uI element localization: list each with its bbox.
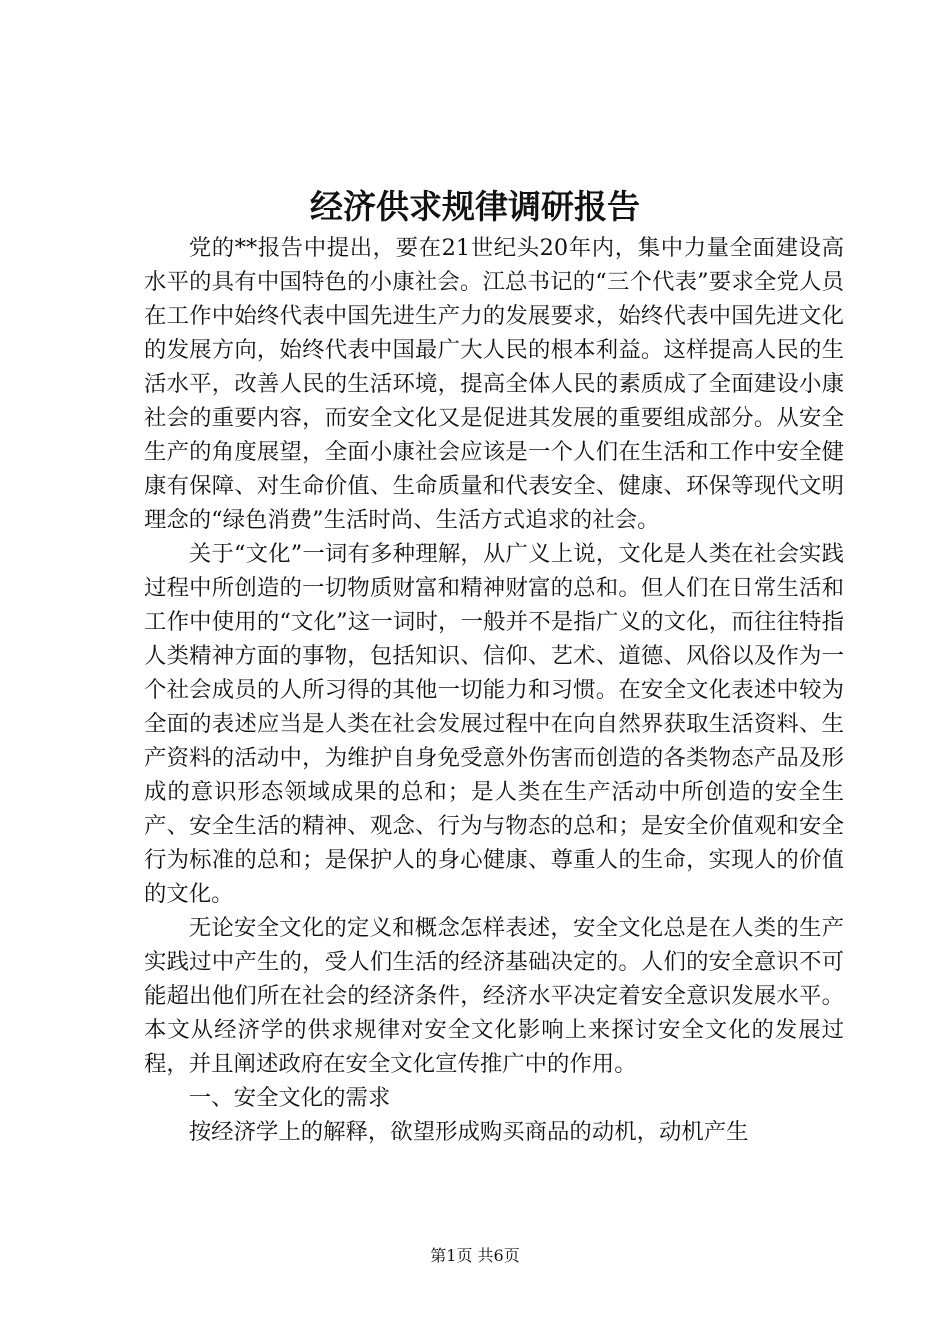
document-title: 经济供求规律调研报告 — [310, 187, 640, 226]
paragraph-economic-basis: 无论安全文化的定义和概念怎样表述，安全文化总是在人类的生产实践过中产生的，受人们生活的经济基础决定的。人们的安全意识不可能超出他们所在社会的经济条件，经济水平决定着安全意识发展水平。本文从经济学的供求规律对安全文化影响上来探讨安全文化的发展过程，并且阐述政府在安全文化宣传推广中的作用。 — [144, 915, 844, 1077]
paragraph-culture-definition: 关于“文化”一词有多种理解，从广义上说，文化是人类在社会实践过程中所创造的一切物质财富和精神财富的总和。但人们在日常生活和工作中使用的“文化”这一词时，一般并不是指广义的文化，而往往特指人类精神方面的事物，包括知识、信仰、艺术、道德、风俗以及作为一个社会成员的人所习得的其他一切能力和习惯。在安全文化表述中较为全面的表述应当是人类在社会发展过程中在向自然界获取生活资料、生产资料的活动中，为维护自身免受意外伤害而创造的各类物态产品及形成的意识形态领域成果的总和；是人类在生产活动中所创造的安全生产、安全生活的精神、观念、行为与物态的总和；是安全价值观和安全行为标准的总和；是保护人的身心健康、尊重人的生命，实现人的价值的文化。 — [144, 541, 844, 907]
paragraph-intro: 党的**报告中提出，要在21世纪头20年内，集中力量全面建设高水平的具有中国特色的小康社会。江总书记的“三个代表”要求全党人员在工作中始终代表中国先进生产力的发展要求，始终代表中国先进文化的发展方向，始终代表中国最广大人民的根本利益。这样提高人民的生活水平，改善人民的生活环境，提高全体人民的素质成了全面建设小康社会的重要内容，而安全文化又是促进其发展的重要组成部分。从安全生产的角度展望，全面小康社会应该是一个人们在生活和工作中安全健康有保障、对生命价值、生命质量和代表安全、健康、环保等现代文明理念的“绿色消费”生活时尚、生活方式追求的社会。 — [144, 235, 844, 533]
document-body — [144, 231, 844, 1149]
section-heading-demand: 一、安全文化的需求 — [188, 1085, 391, 1111]
page-number-footer: 第1页 共6页 — [430, 1246, 520, 1265]
paragraph-demand-start: 按经济学上的解释，欲望形成购买商品的动机，动机产生 — [188, 1119, 749, 1145]
